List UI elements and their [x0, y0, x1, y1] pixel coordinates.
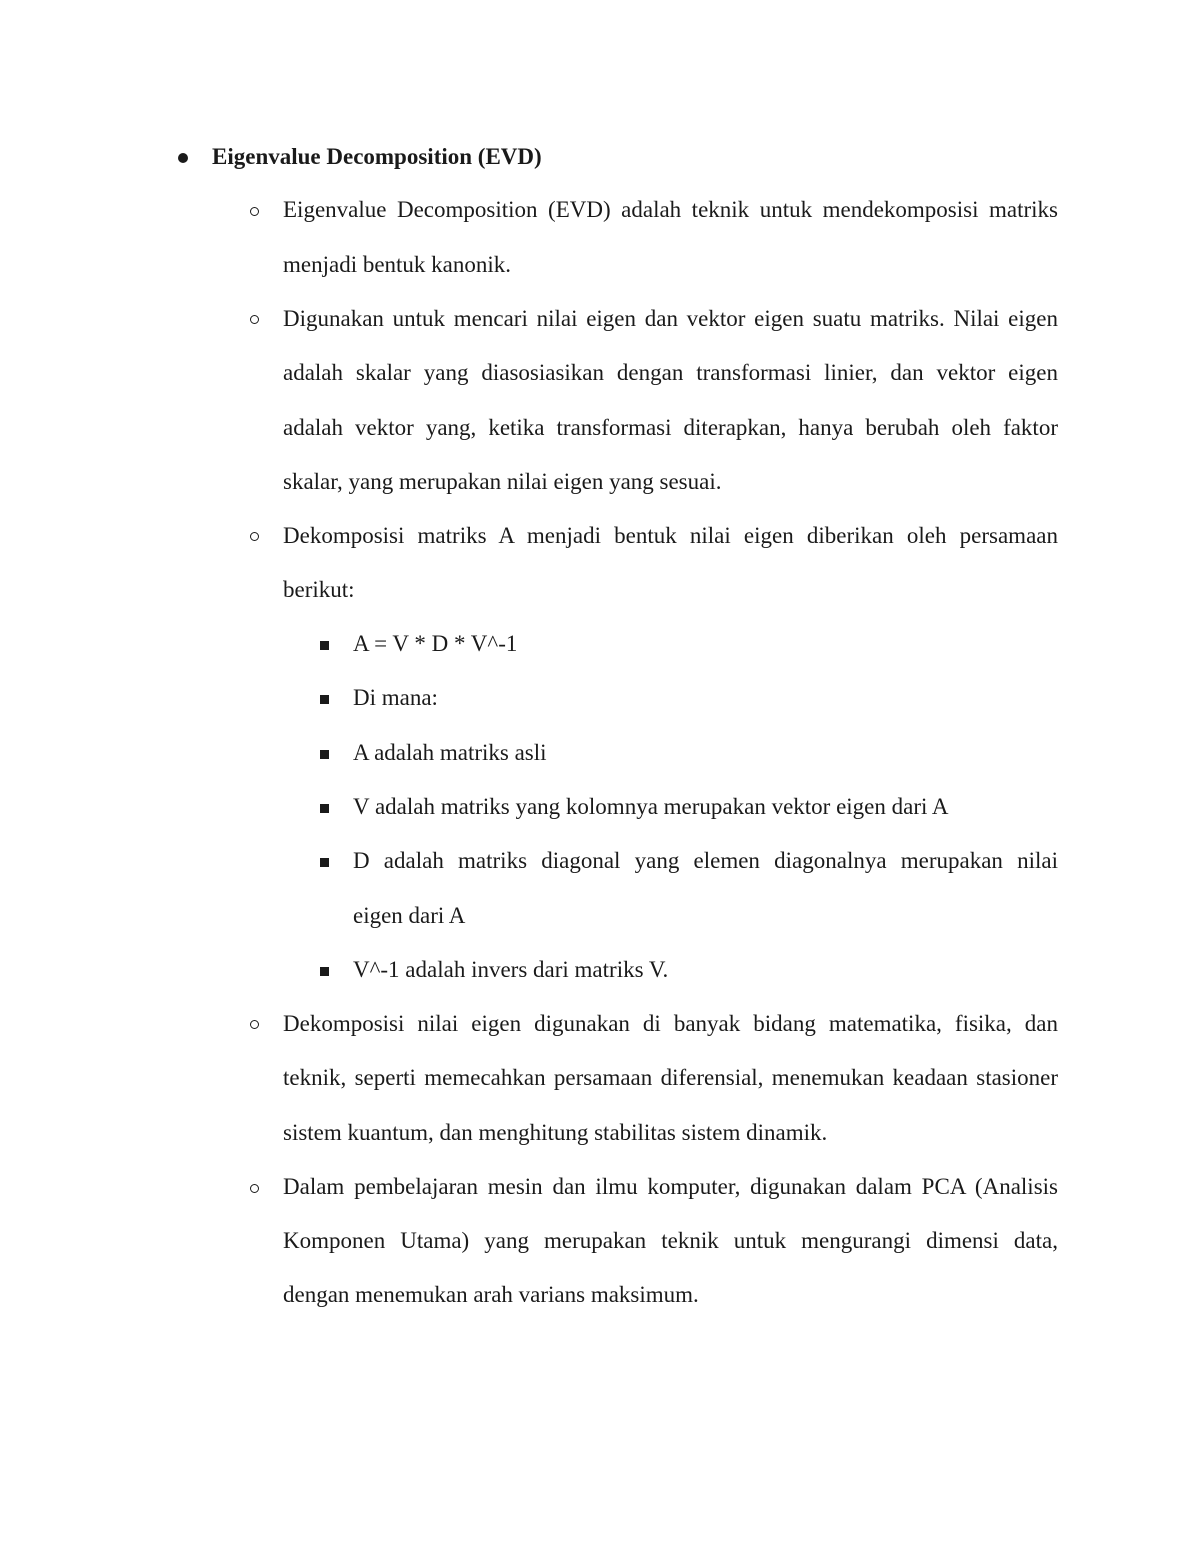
section-heading: Eigenvalue Decomposition (EVD) — [212, 144, 542, 169]
item-0-line-1: menjadi bentuk kanonik. — [283, 252, 512, 277]
subitem-3-line-0: V adalah matriks yang kolomnya merupakan vektor eigen dari A — [353, 794, 949, 819]
item-4-line-0: Dalam pembelajaran mesin dan ilmu komputer, digunakan dalam PCA (Analisis — [283, 1174, 1058, 1199]
item-1-line-1: adalah skalar yang diasosiasikan dengan transformasi linier, dan vektor eigen — [283, 360, 1058, 385]
bullet-circle-icon — [250, 207, 259, 216]
subitem-2-line-0: A adalah matriks asli — [353, 740, 547, 765]
bullet-square-icon — [320, 858, 329, 867]
subitem-1-line-0: Di mana: — [353, 685, 438, 710]
item-4-line-2: dengan menemukan arah varians maksimum. — [283, 1282, 699, 1307]
item-1-line-2: adalah vektor yang, ketika transformasi diterapkan, hanya berubah oleh faktor — [283, 415, 1058, 440]
item-2-line-0: Dekomposisi matriks A menjadi bentuk nilai eigen diberikan oleh persamaan — [283, 523, 1058, 548]
bullet-circle-icon — [250, 1184, 259, 1193]
subitem-0-line-0: A = V * D * V^-1 — [353, 631, 518, 656]
bullet-circle-icon — [250, 1020, 259, 1029]
subitem-4-line-1: eigen dari A — [353, 903, 466, 928]
item-0-line-0: Eigenvalue Decomposition (EVD) adalah teknik untuk mendekomposisi matriks — [283, 197, 1058, 222]
bullet-square-icon — [320, 967, 329, 976]
bullet-square-icon — [320, 641, 329, 650]
item-3-line-1: teknik, seperti memecahkan persamaan diferensial, menemukan keadaan stasioner — [283, 1065, 1058, 1090]
bullet-circle-icon — [250, 315, 259, 324]
item-1-line-0: Digunakan untuk mencari nilai eigen dan vektor eigen suatu matriks. Nilai eigen — [283, 306, 1058, 331]
bullet-circle-icon — [250, 532, 259, 541]
subitem-4-line-0: D adalah matriks diagonal yang elemen diagonalnya merupakan nilai — [353, 848, 1058, 873]
item-3-line-0: Dekomposisi nilai eigen digunakan di banyak bidang matematika, fisika, dan — [283, 1011, 1058, 1036]
bullet-square-icon — [320, 804, 329, 813]
item-2-line-1: berikut: — [283, 577, 355, 602]
item-4-line-1: Komponen Utama) yang merupakan teknik untuk mengurangi dimensi data, — [283, 1228, 1058, 1253]
bullet-dot-icon — [178, 153, 188, 163]
item-1-line-3: skalar, yang merupakan nilai eigen yang sesuai. — [283, 469, 722, 494]
item-3-line-2: sistem kuantum, dan menghitung stabilitas sistem dinamik. — [283, 1120, 828, 1145]
bullet-square-icon — [320, 750, 329, 759]
subitem-5-line-0: V^-1 adalah invers dari matriks V. — [353, 957, 669, 982]
bullet-square-icon — [320, 695, 329, 704]
